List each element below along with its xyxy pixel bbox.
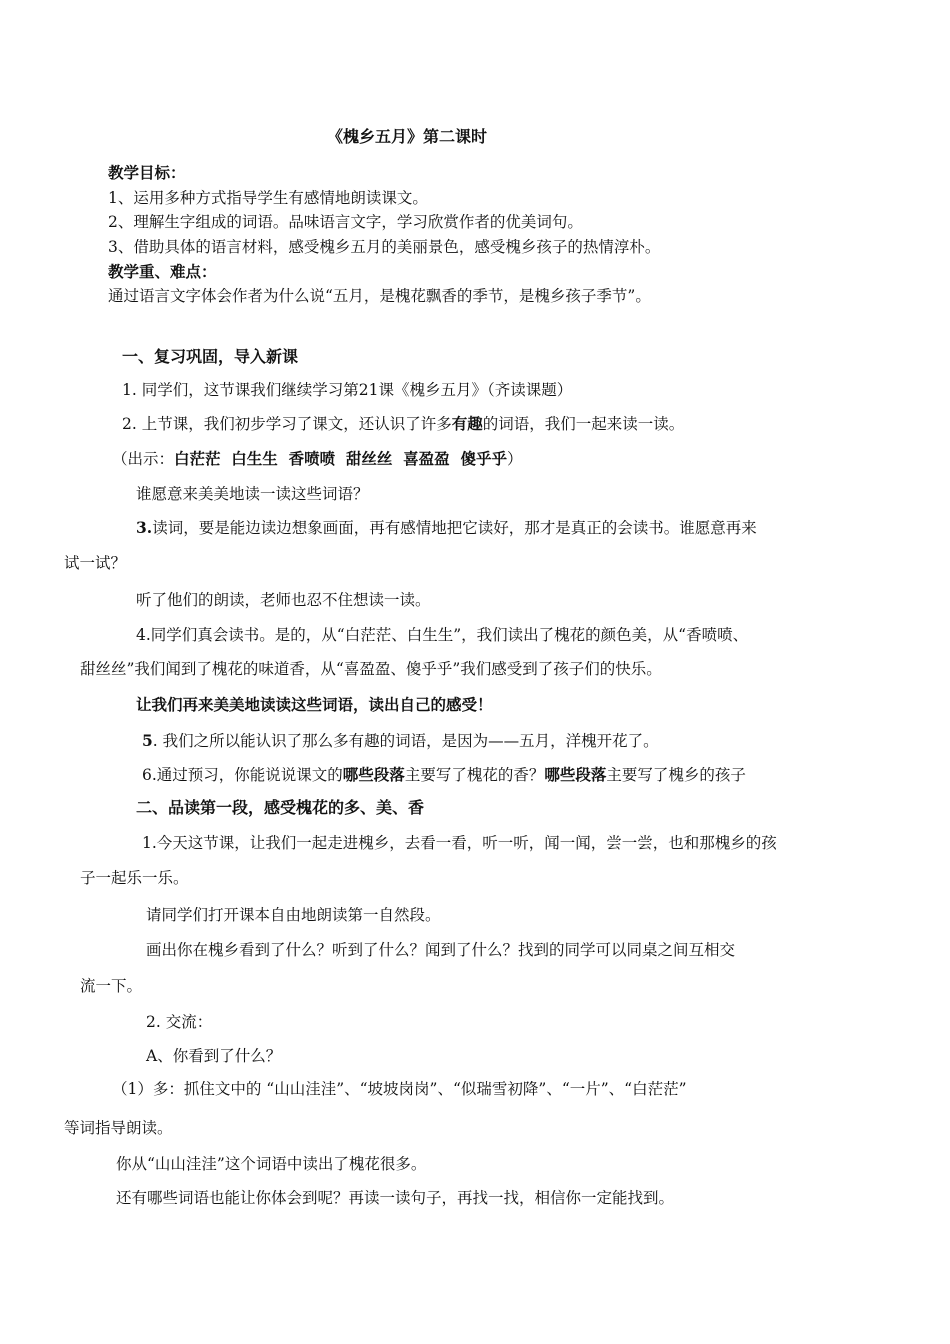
paragraph-text: 主要写了槐花的香？ — [404, 766, 545, 784]
paragraph-text: 的词语，我们一起来读一读。 — [482, 415, 685, 433]
paragraph-text: 读词，要是能边读边想象画面，再有感情地把它读好，那才是真正的会读书。谁愿意再来 — [152, 519, 757, 537]
emphasis-text: 有趣 — [451, 414, 483, 433]
paragraph: 等词指导朗读。 — [64, 1119, 173, 1137]
word-list-words: 白茫茫 白生生 香喷喷 甜丝丝 喜盈盈 傻乎乎 — [174, 449, 507, 468]
word-list-prefix: （出示： — [112, 450, 175, 468]
paragraph: 听了他们的朗读，老师也忍不住想读一读。 — [136, 591, 431, 609]
paragraph-number: 5 — [142, 731, 153, 750]
objective-item: 2、理解生字组成的词语。品味语言文字，学习欣赏作者的优美词句。 — [108, 213, 583, 231]
paragraph: 1.今天这节课，让我们一起走进槐乡，去看一看，听一听，闻一闻，尝一尝，也和那槐乡的孩 — [142, 834, 777, 852]
emphasis-text: 哪些段落 — [544, 765, 607, 784]
paragraph — [136, 518, 757, 538]
key-points-text: 通过语言文字体会作者为什么说“五月，是槐花飘香的季节，是槐乡孩子季节”。 — [108, 287, 651, 305]
paragraph — [142, 765, 746, 785]
paragraph: 甜丝丝”我们闻到了槐花的味道香，从“喜盈盈、傻乎乎”我们感受到了孩子们的快乐。 — [80, 660, 662, 678]
objective-item: 3、借助具体的语言材料，感受槐乡五月的美丽景色，感受槐乡孩子的热情淳朴。 — [108, 238, 661, 256]
document-title: 《槐乡五月》第二课时 — [327, 127, 488, 146]
paragraph: 让我们再来美美地读读这些词语，读出自己的感受！ — [136, 695, 493, 714]
paragraph-text: 6.通过预习，你能说说课文的 — [142, 766, 343, 784]
paragraph: 流一下。 — [80, 977, 143, 995]
paragraph: 你从“山山洼洼”这个词语中读出了槐花很多。 — [116, 1155, 427, 1173]
paragraph: （1）多：抓住文中的 “山山洼洼”、“坡坡岗岗”、“似瑞雪初降”、“一片”、“白茫茫” — [112, 1080, 687, 1098]
word-list-suffix: ） — [506, 450, 523, 468]
paragraph-text: . 我们之所以能认识了那么多有趣的词语，是因为——五月，洋槐开花了。 — [152, 732, 659, 750]
paragraph: 还有哪些词语也能让你体会到呢？再读一读句子，再找一找，相信你一定能找到。 — [116, 1189, 675, 1207]
objectives-heading: 教学目标： — [108, 163, 186, 182]
paragraph: 画出你在槐乡看到了什么？听到了什么？闻到了什么？找到的同学可以同桌之间互相交 — [146, 941, 736, 959]
paragraph-number: 3. — [136, 518, 153, 537]
objective-item: 1、运用多种方式指导学生有感情地朗读课文。 — [108, 189, 428, 207]
paragraph: 1. 同学们，这节课我们继续学习第21课《槐乡五月》（齐读课题） — [122, 381, 573, 399]
word-list — [112, 449, 523, 469]
paragraph — [142, 731, 659, 751]
emphasis-text: 哪些段落 — [342, 765, 405, 784]
paragraph: 子一起乐一乐。 — [80, 869, 189, 887]
paragraph: 请同学们打开课本自由地朗读第一自然段。 — [146, 906, 441, 924]
section-heading: 二、品读第一段，感受槐花的多、美、香 — [136, 798, 425, 817]
paragraph: 试一试？ — [64, 554, 127, 572]
paragraph: A、你看到了什么？ — [146, 1047, 282, 1065]
paragraph: 谁愿意来美美地读一读这些词语？ — [136, 485, 369, 503]
paragraph — [122, 414, 684, 434]
paragraph-text: 2. 上节课，我们初步学习了课文，还认识了许多 — [122, 415, 452, 433]
section-heading: 一、复习巩固，导入新课 — [122, 347, 299, 366]
paragraph: 4.同学们真会读书。是的，从“白茫茫、白生生”，我们读出了槐花的颜色美，从“香喷喷、 — [136, 626, 749, 644]
paragraph: 2. 交流： — [146, 1013, 213, 1031]
key-points-heading: 教学重、难点： — [108, 262, 217, 281]
paragraph-text: 主要写了槐乡的孩子 — [606, 766, 746, 784]
